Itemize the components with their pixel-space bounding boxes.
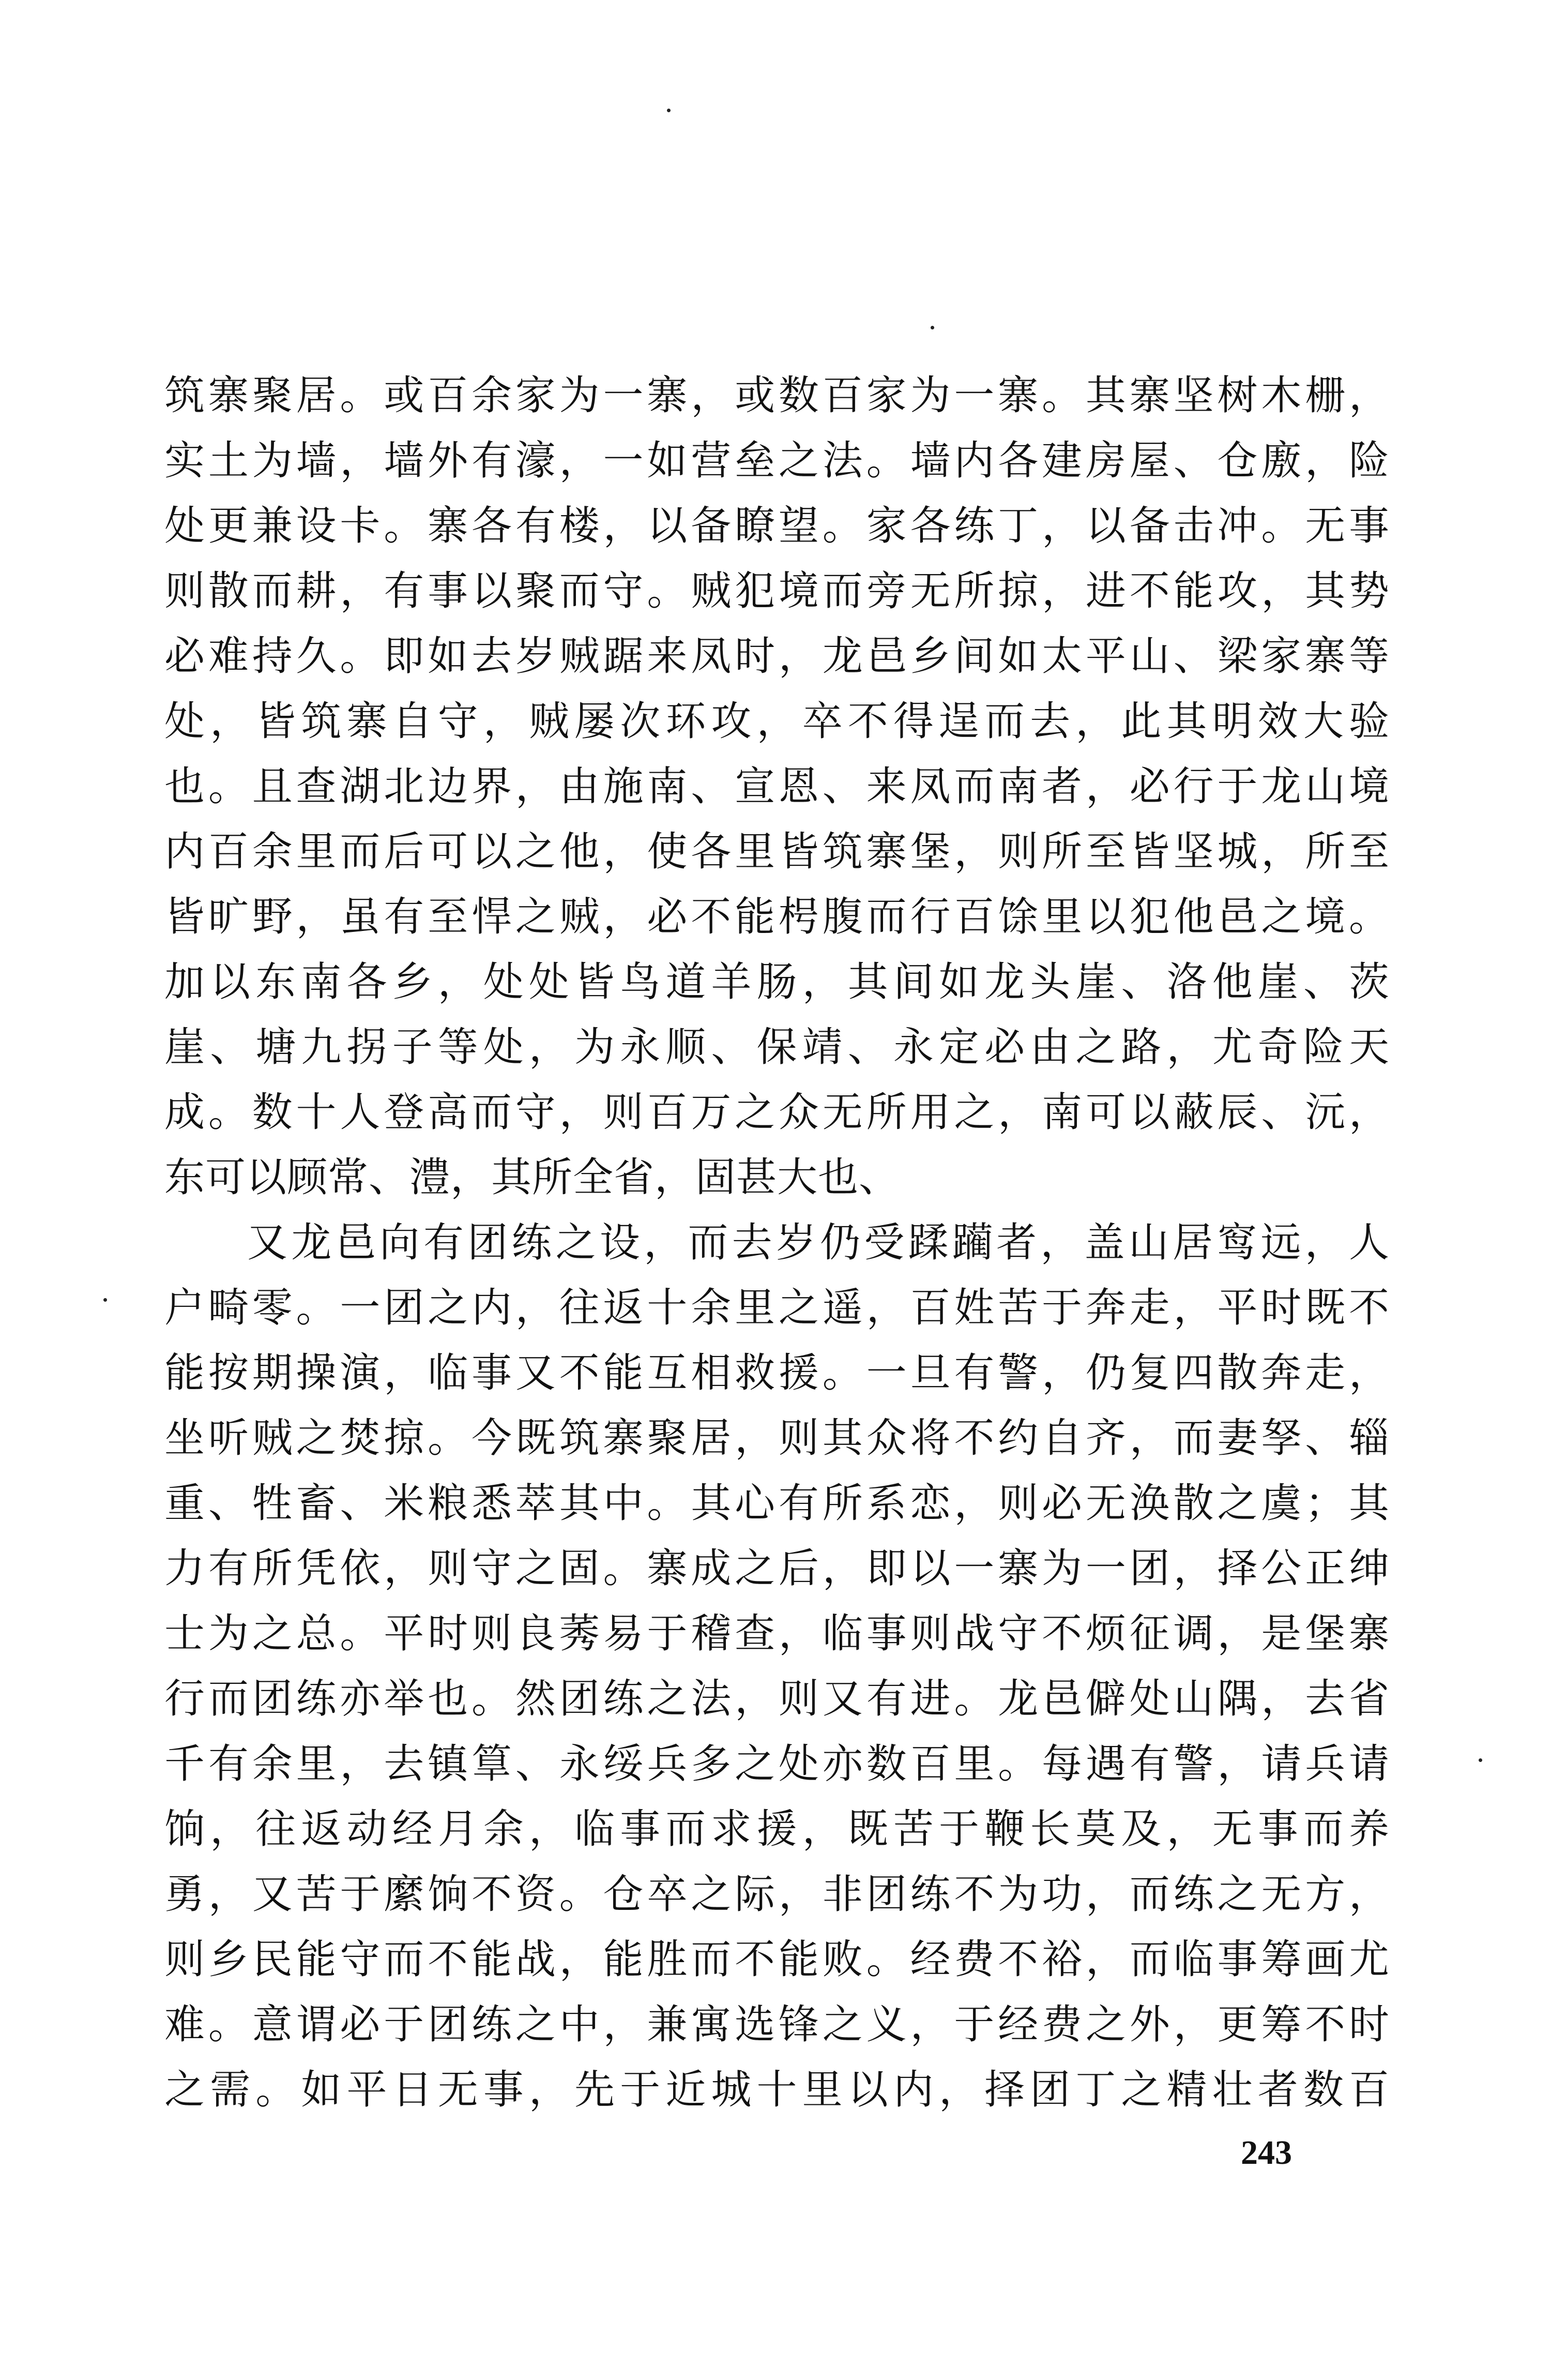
text-line: 则散而耕，有事以聚而守。贼犯境而旁无所掠，进不能攻，其势 xyxy=(164,568,1390,614)
text-line: 处更兼设卡。寨各有楼，以备瞭望。家各练丁，以备击冲。无事 xyxy=(164,503,1390,549)
text-line: 能按期操演，临事又不能互相救援。一旦有警，仍复四散奔走， xyxy=(164,1350,1390,1396)
text-line: 千有余里，去镇筸、永绥兵多之处亦数百里。每遇有警，请兵请 xyxy=(164,1741,1390,1787)
text-line: 成。数十人登高而守，则百万之众无所用之，南可以蔽辰、沅， xyxy=(164,1089,1390,1136)
scan-speck xyxy=(103,1298,107,1302)
text-line-indented: 又龙邑向有团练之设，而去岁仍受蹂躏者，盖山居窎远，人 xyxy=(247,1219,1390,1266)
text-line: 处，皆筑寨自守，贼屡次环攻，卒不得逞而去，此其明效大验 xyxy=(164,698,1390,745)
body-text xyxy=(164,363,1390,2122)
text-line: 必难持久。即如去岁贼踞来凤时，龙邑乡间如太平山、梁家寨等 xyxy=(164,633,1390,680)
page-number: 243 xyxy=(1241,2134,1292,2172)
text-line: 勇，又苦于縻饷不资。仓卒之际，非团练不为功，而练之无方， xyxy=(164,1871,1390,1918)
text-line: 皆旷野，虽有至悍之贼，必不能枵腹而行百馀里以犯他邑之境。 xyxy=(164,894,1390,940)
text-line: 士为之总。平时则良莠易于稽查，临事则战守不烦征调，是堡寨 xyxy=(164,1610,1390,1657)
text-line: 之需。如平日无事，先于近城十里以内，择团丁之精壮者数百 xyxy=(164,2067,1390,2113)
text-line: 坐听贼之焚掠。今既筑寨聚居，则其众将不约自齐，而妻孥、辎 xyxy=(164,1415,1390,1462)
text-line: 则乡民能守而不能战，能胜而不能败。经费不裕，而临事筹画尤 xyxy=(164,1936,1390,1983)
scan-speck xyxy=(931,326,934,329)
text-line: 户畸零。一团之内，往返十余里之遥，百姓苦于奔走，平时既不 xyxy=(164,1285,1390,1331)
text-line: 加以东南各乡，处处皆鸟道羊肠，其间如龙头崖、洛他崖、茨 xyxy=(164,959,1390,1005)
text-line: 也。且查湖北边界，由施南、宣恩、来凤而南者，必行于龙山境 xyxy=(164,763,1390,810)
text-line: 重、牲畜、米粮悉萃其中。其心有所系恋，则必无涣散之虞；其 xyxy=(164,1480,1390,1527)
text-line: 行而团练亦举也。然团练之法，则又有进。龙邑僻处山隅，去省 xyxy=(164,1676,1390,1722)
text-line: 崖、塘九拐子等处，为永顺、保靖、永定必由之路，尤奇险天 xyxy=(164,1024,1390,1071)
text-line: 饷，往返动经月余，临事而求援，既苦于鞭长莫及，无事而养 xyxy=(164,1806,1390,1852)
scan-speck xyxy=(667,109,671,112)
text-line: 筑寨聚居。或百余家为一寨，或数百家为一寨。其寨坚树木栅， xyxy=(164,372,1390,419)
scan-speck xyxy=(1479,1758,1482,1762)
text-line: 实土为墙，墙外有濠，一如营垒之法。墙内各建房屋、仓廒，险 xyxy=(164,438,1390,484)
text-line: 内百余里而后可以之他，使各里皆筑寨堡，则所至皆坚城，所至 xyxy=(164,829,1390,875)
text-line: 力有所凭依，则守之固。寨成之后，即以一寨为一团，择公正绅 xyxy=(164,1545,1390,1592)
text-line: 东可以顾常、澧，其所全省，固甚大也、 xyxy=(164,1154,900,1201)
text-line: 难。意谓必于团练之中，兼寓选锋之义，于经费之外，更筹不时 xyxy=(164,2001,1390,2048)
